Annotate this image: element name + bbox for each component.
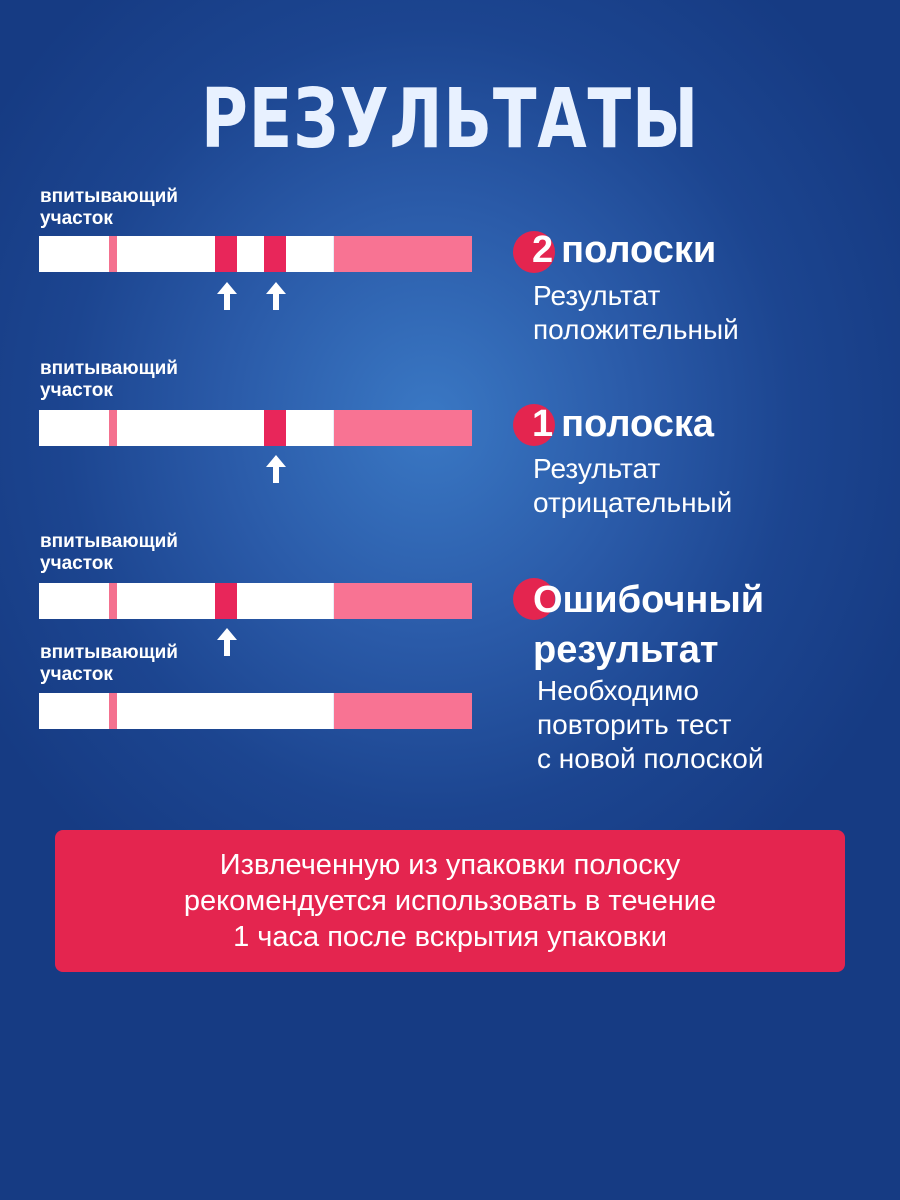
test-line <box>215 236 237 272</box>
result-text-line1: Необходимо <box>537 675 699 706</box>
result-text-line1: Результат <box>533 280 661 311</box>
test-strip-error-a <box>39 583 472 619</box>
zone-label-line2: участок <box>40 664 113 685</box>
test-strip-error-b <box>39 693 472 729</box>
positive-result-text <box>533 279 739 347</box>
error-result-head-line1: Ошибочный <box>533 579 765 621</box>
negative-result-head <box>532 403 714 445</box>
zone-label-line1: впитывающий <box>40 358 178 379</box>
test-strip-negative <box>39 410 472 446</box>
strip-handle <box>334 693 472 729</box>
error-result-head-line2: результат <box>533 629 719 671</box>
result-text-line2: повторить тест <box>537 709 732 740</box>
positive-result-head <box>532 229 716 271</box>
absorbent-mark <box>109 583 117 619</box>
notice-line2: рекомендуется использовать в течение <box>183 885 717 917</box>
line-count-label: полоска <box>561 403 714 445</box>
zone-label-line2: участок <box>40 208 113 229</box>
arrow-up-icon <box>264 280 288 312</box>
strip-handle <box>334 410 472 446</box>
control-line <box>264 410 286 446</box>
result-text-line2: положительный <box>533 314 739 345</box>
usage-notice <box>55 830 845 972</box>
result-text-line3: с новой полоской <box>537 743 764 774</box>
absorbent-zone-label <box>40 642 240 686</box>
absorbent-mark <box>109 410 117 446</box>
absorbent-zone-label <box>40 358 240 402</box>
strip-handle <box>334 236 472 272</box>
line-count: 1 <box>532 403 554 445</box>
zone-label-line2: участок <box>40 380 113 401</box>
zone-label-line1: впитывающий <box>40 186 178 207</box>
absorbent-zone-label <box>40 531 240 575</box>
error-result-text <box>537 674 764 776</box>
test-line <box>215 583 237 619</box>
absorbent-zone-label <box>40 186 240 230</box>
test-strip-positive <box>39 236 472 272</box>
zone-label-line1: впитывающий <box>40 642 178 663</box>
line-count: 2 <box>532 229 554 271</box>
negative-result-text <box>533 452 732 520</box>
arrow-up-icon <box>264 453 288 485</box>
page-title: РЕЗУЛЬТАТЫ <box>200 72 700 167</box>
result-text-line1: Результат <box>533 453 661 484</box>
result-text-line2: отрицательный <box>533 487 733 518</box>
control-line <box>264 236 286 272</box>
absorbent-mark <box>109 236 117 272</box>
line-count-label: полоски <box>561 229 717 271</box>
arrow-up-icon <box>215 280 239 312</box>
strip-handle <box>334 583 472 619</box>
notice-line1: Извлеченную из упаковки полоску <box>219 849 681 881</box>
zone-label-line2: участок <box>40 553 113 574</box>
absorbent-mark <box>109 693 117 729</box>
notice-line3: 1 часа после вскрытия упаковки <box>233 921 667 953</box>
zone-label-line1: впитывающий <box>40 531 178 552</box>
